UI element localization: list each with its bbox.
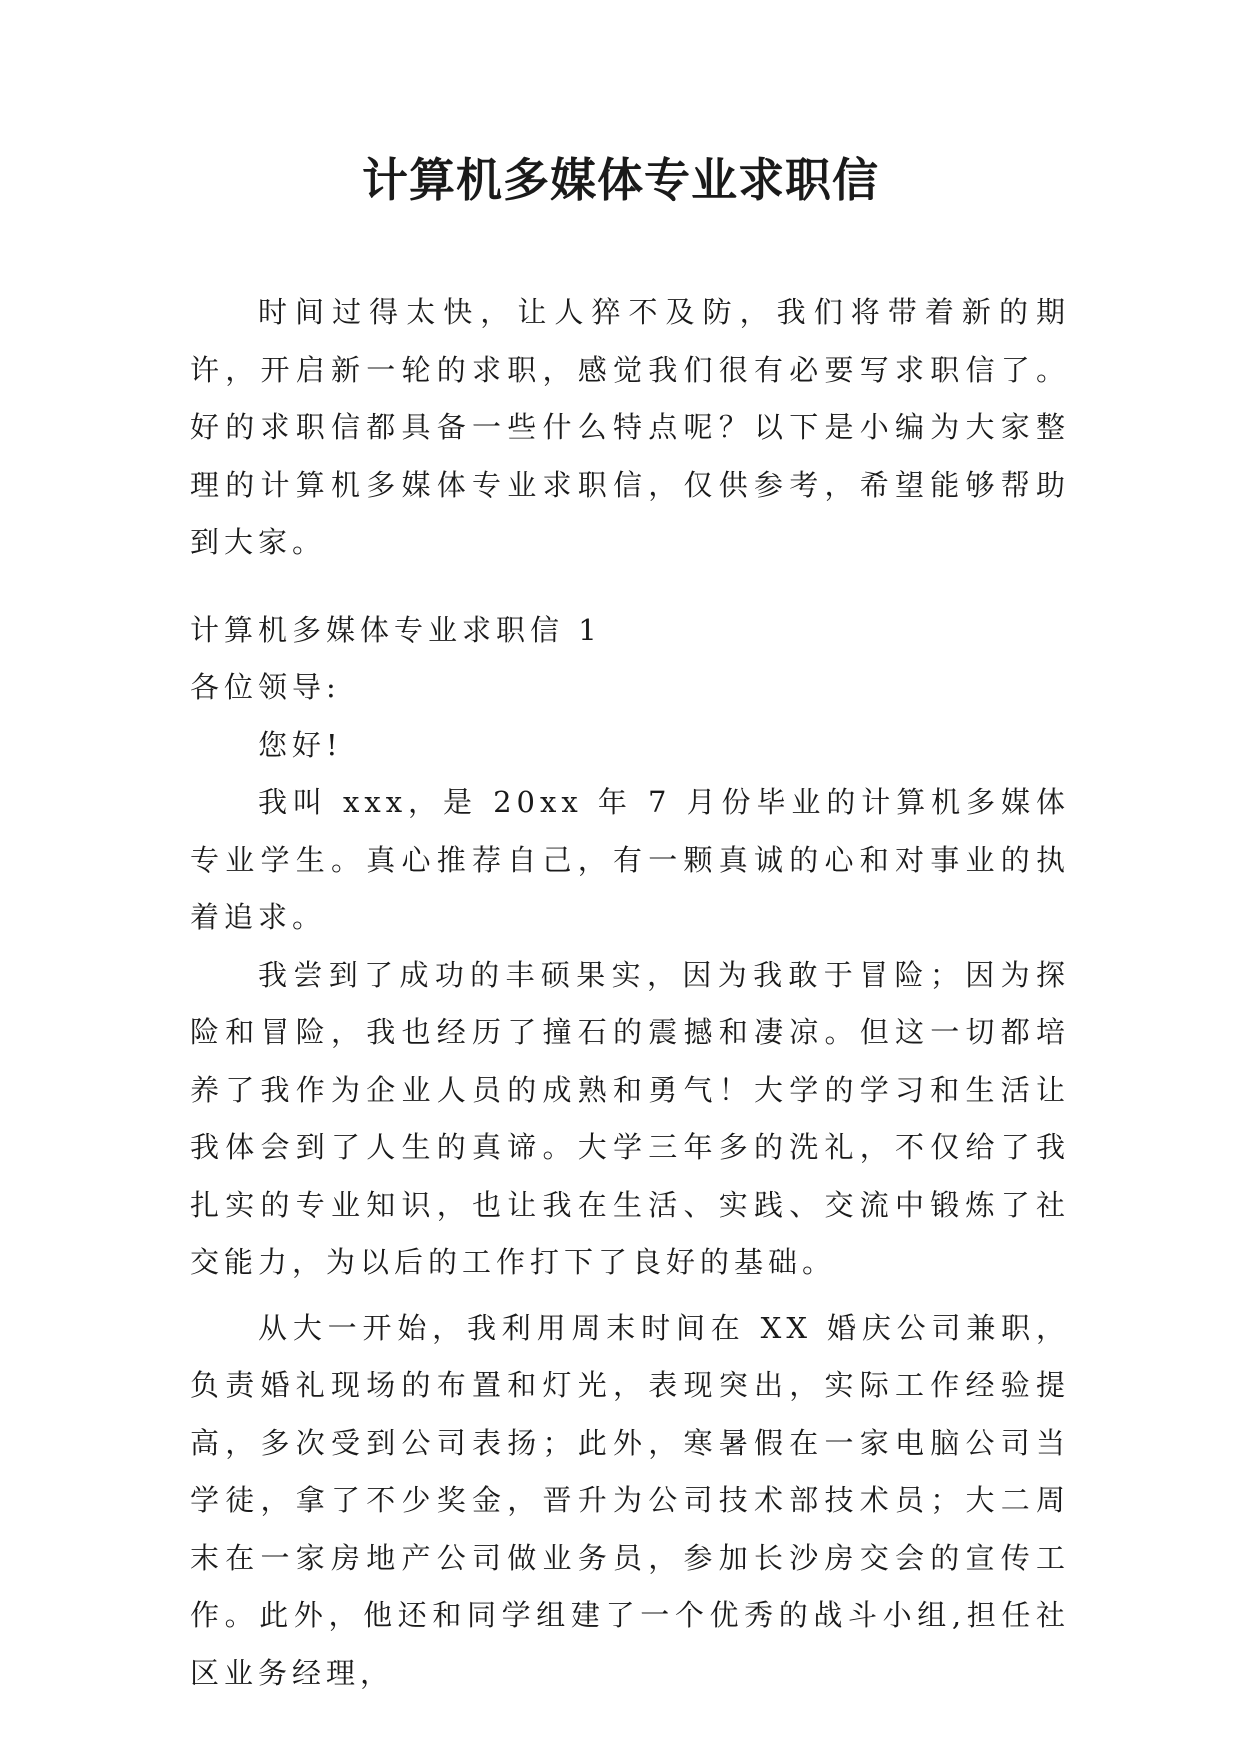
document-body <box>190 284 1070 1702</box>
intro-paragraph: 时间过得太快，让人猝不及防，我们将带着新的期许，开启新一轮的求职，感觉我们很有必要写求职信了。好的求职信都具备一些什么特点呢？以下是小编为大家整理的计算机多媒体专业求职信，仅供参考，希望能够帮助到大家。 <box>190 295 1070 559</box>
salutation: 各位领导: <box>190 670 341 704</box>
greeting: 您好! <box>258 727 343 762</box>
body-paragraph-1: 我叫 xxx，是 20xx 年 7 月份毕业的计算机多媒体专业学生。真心推荐自己，有一颗真诚的心和对事业的执着追求。 <box>190 785 1070 934</box>
document-title: 计算机多媒体专业求职信 <box>362 153 879 207</box>
body-paragraph-2: 我尝到了成功的丰硕果实，因为我敢于冒险；因为探险和冒险，我也经历了撞石的震撼和凄凉。但这一切都培养了我作为企业人员的成熟和勇气！大学的学习和生活让我体会到了人生的真谛。大学三年多的洗礼，不仅给了我扎实的专业知识，也让我在生活、实践、交流中锻炼了社交能力，为以后的工作打下了良好的基础。 <box>190 957 1070 1279</box>
letter-heading: 计算机多媒体专业求职信 1 <box>190 612 602 647</box>
body-paragraph-3: 从大一开始，我利用周末时间在 XX 婚庆公司兼职，负责婚礼现场的布置和灯光，表现突出，实际工作经验提高，多次受到公司表扬；此外，寒暑假在一家电脑公司当学徒，拿了不少奖金，晋升为公司技术部技术员；大二周末在一家房地产公司做业务员，参加长沙房交会的宣传工作。此外，他还和同学组建了一个优秀的战斗小组,担任社区业务经理， <box>190 1310 1070 1690</box>
